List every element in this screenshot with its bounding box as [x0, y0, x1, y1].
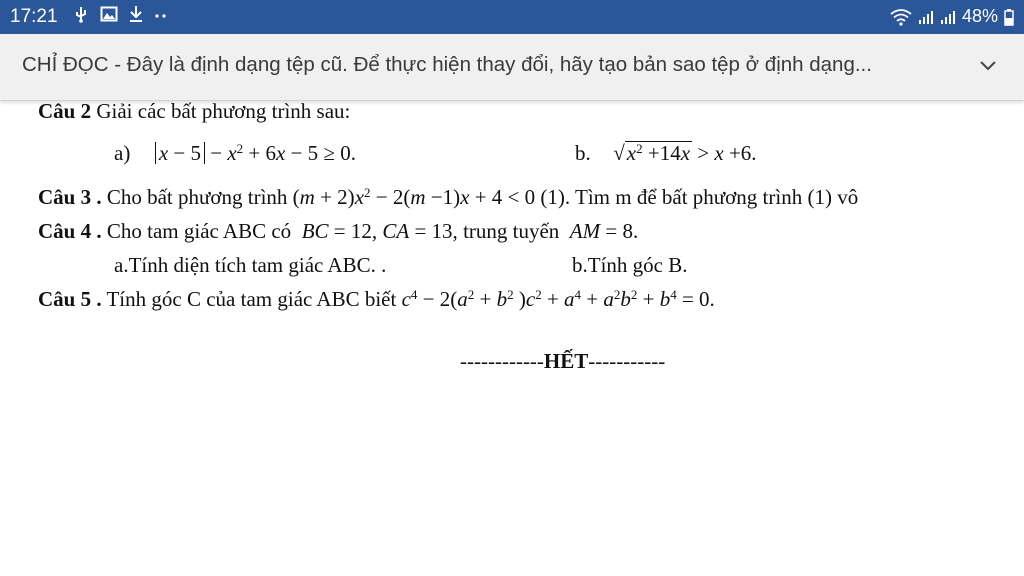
system-status [890, 6, 1014, 27]
question-3-formula: $(m + 2)x^2 - 2(m -1)x + 4 < 0$ [292, 184, 536, 209]
battery-percent: 48% [961, 6, 998, 26]
clock: 17:21 [10, 6, 58, 27]
image-icon [100, 5, 118, 23]
question-3-label: Câu 3 . [38, 185, 102, 209]
question-4-text-before: Cho tam giác ABC có [106, 219, 292, 243]
status-bar [0, 0, 1024, 34]
document-page[interactable] [0, 101, 1024, 576]
signal-icon [940, 9, 956, 25]
question-2a-label: a) [114, 141, 131, 165]
question-4-formula-median: AM = 8. [569, 219, 639, 243]
end-word: HẾT [543, 349, 589, 373]
battery-icon [1004, 8, 1014, 26]
question-4 [38, 219, 638, 244]
signal-icon [918, 9, 934, 25]
question-5-text-before: Tính góc C của tam giác ABC biết [106, 287, 397, 311]
wifi-icon [890, 8, 912, 26]
question-3-text-before: Cho bất phương trình [106, 185, 288, 209]
question-5-formula: $c^4 - 2(a^2 + b^2$ )$c^2 + a^4 + a^2b^2 + b^4 = 0$. [401, 286, 715, 311]
question-2a [114, 141, 356, 166]
question-2a-formula: $x - 5 - x^2 + 6x - 5 \ge 0$. [155, 141, 356, 165]
end-dashes-left: ------------ [460, 349, 544, 373]
question-4b: b.Tính góc B. [572, 253, 688, 277]
chevron-down-icon[interactable] [978, 58, 998, 74]
usb-icon [72, 5, 90, 23]
question-3-text-after: (1). Tìm m để bất phương trình (1) vô [540, 185, 859, 209]
question-2-label: Câu 2 [38, 101, 92, 123]
question-2-text: Giải các bất phương trình sau: [96, 101, 351, 123]
download-icon [128, 5, 144, 23]
question-4-text-mid: trung tuyến [463, 219, 560, 243]
question-4a: a.Tính diện tích tam giác ABC. . [114, 253, 387, 277]
end-marker [460, 349, 665, 374]
question-2b-label: b. [575, 141, 591, 165]
question-2b [575, 141, 757, 166]
question-5-label: Câu 5 . [38, 287, 102, 311]
question-3 [38, 185, 858, 210]
more-dots-icon [154, 5, 168, 23]
question-2-heading [38, 101, 350, 124]
read-only-banner [0, 34, 1024, 101]
end-dashes-right: ----------- [588, 349, 666, 373]
read-only-message: CHỈ ĐỌC - Đây là định dạng tệp cũ. Để thực hiện thay đổi, hãy tạo bản sao tệp ở định dạng... [22, 53, 872, 76]
question-4-label: Câu 4 . [38, 219, 102, 243]
notification-icons [72, 5, 168, 23]
question-5 [38, 287, 715, 312]
question-2b-formula: $√x^2 +14x > x +6$. [613, 140, 757, 165]
question-4-formula-sides: BC = 12, CA = 13, [301, 219, 458, 243]
